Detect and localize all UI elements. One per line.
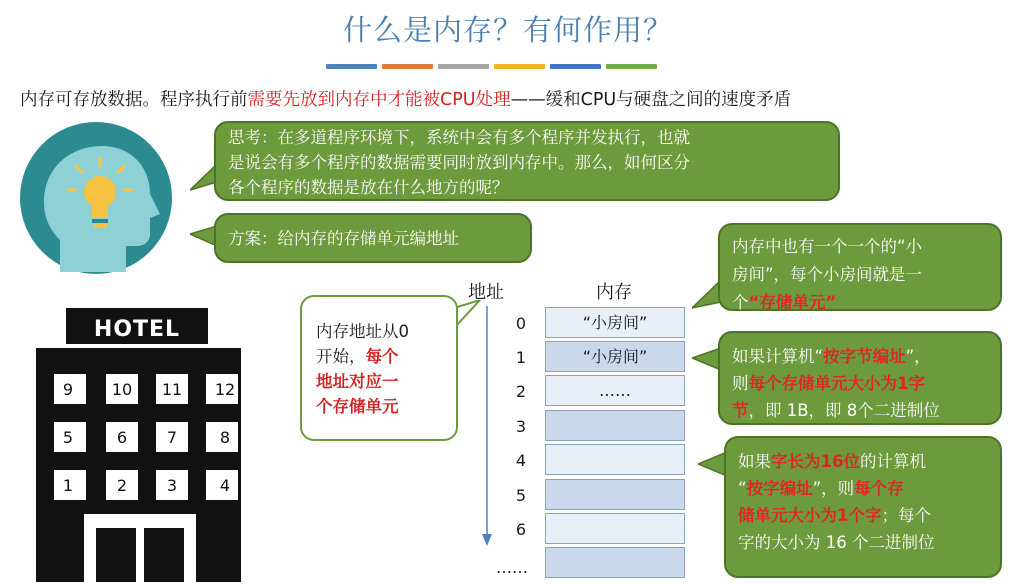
word-addressing-bubble [724,436,1002,578]
intro-text [20,86,791,111]
memory-cell-2: …… [545,375,685,406]
word-line-3c: ；每个 [881,506,931,525]
small-room-line-1: 内存中也有一个一个的“小 [732,237,923,256]
small-room-bubble [718,223,1002,311]
byte-line-3a: 节 [732,401,749,420]
address-more: …… [496,558,528,577]
small-room-line-3b: “存储单元” [748,293,837,312]
title-bar-5 [550,64,601,69]
addr-line-2a: 开始， [316,347,366,366]
word-line-2c: ”，则 [812,479,855,498]
room-2: 2 [116,476,128,495]
byte-addressing-bubble [718,331,1002,425]
address-bubble [300,295,458,441]
byte-line-1 [732,343,988,370]
small-room-line-2: 房间”，每个小房间就是一 [732,265,923,284]
title-bar-2 [382,64,433,69]
hotel-building-icon [30,300,270,582]
address-5: 5 [515,486,527,505]
address-1: 1 [515,348,527,367]
room-5: 5 [62,428,74,447]
word-line-3b: 1个字 [837,506,882,525]
byte-line-1b: 按字节编址 [823,347,906,366]
title-bar-3 [438,64,489,69]
addr-line-2b: 每个 [365,347,399,366]
small-room-line-3a: 个 [732,293,749,312]
room-10: 10 [111,380,133,399]
title-bar-1 [326,64,377,69]
byte-line-2a: 则 [732,374,749,393]
addr-line-2 [316,344,442,369]
memory-label: 内存 [596,282,632,303]
address-3: 3 [515,417,527,436]
word-line-3 [738,502,988,529]
plan-bubble: 方案：给内存的存储单元编地址 [214,213,532,263]
word-line-2b: 按字编址 [746,479,813,498]
byte-line-1a: 如果计算机“ [732,347,824,366]
thinking-head-icon [20,122,172,274]
intro-part-2-highlight: 需要先放到内存中才能被CPU处理 [247,90,511,110]
address-6: 6 [515,520,527,539]
word-line-1b: 字长为16位 [771,452,860,471]
addr-line-3: 地址对应一 [316,372,399,391]
word-line-2 [738,475,988,502]
page-title: 什么是内存？有何作用？ [342,13,673,47]
memory-cell-5 [545,479,685,510]
room-8: 8 [219,428,231,447]
address-arrow [480,306,494,548]
word-line-2d: 每个存 [854,479,904,498]
think-bubble [214,121,840,201]
think-line-3: 各个程序的数据是放在什么地方的呢？ [228,178,509,197]
room-7: 7 [166,428,178,447]
title-bar-4 [494,64,545,69]
memory-cell-0: “小房间” [545,307,685,338]
room-9: 9 [62,380,74,399]
memory-cell-6 [545,513,685,544]
room-12: 12 [214,380,236,399]
room-3: 3 [166,476,178,495]
intro-part-3: ——缓和CPU与硬盘之间的速度矛盾 [510,90,792,110]
title-bar-6 [606,64,657,69]
addr-line-1: 内存地址从0 [316,322,409,341]
title-color-bars [326,64,657,69]
think-line-1: 思考：在多道程序环境下，系统中会有多个程序并发执行，也就 [228,128,690,147]
room-1: 1 [62,476,74,495]
word-line-3a: 储单元大小为 [738,506,837,525]
small-room-line-3 [732,289,988,317]
room-11: 11 [161,380,183,399]
word-line-1a: 如果 [738,452,771,471]
word-line-4: 字的大小为 16 个二进制位 [738,533,935,552]
byte-line-2b: 每个存储单元大小为 [748,374,897,393]
intro-part-1: 内存可存放数据。程序执行前 [20,90,248,110]
address-2: 2 [515,382,527,401]
address-label: 地址 [468,282,504,303]
head-lightbulb-icon [20,122,172,274]
word-line-2a: “ [738,479,747,498]
word-line-1 [738,448,988,475]
byte-line-3 [732,397,988,424]
room-6: 6 [116,428,128,447]
think-line-2: 是说会有多个程序的数据需要同时放到内存中。那么，如何区分 [228,153,690,172]
word-line-1c: 的计算机 [859,452,926,471]
memory-cell-1: “小房间” [545,341,685,372]
memory-cell-3 [545,410,685,441]
address-4: 4 [515,451,527,470]
addr-line-4: 个存储单元 [316,397,399,416]
hotel-sign-text: HOTEL [93,317,181,342]
address-0: 0 [515,314,527,333]
byte-line-2 [732,370,988,397]
byte-line-1c: ”， [905,347,931,366]
memory-cell-4 [545,444,685,475]
room-4: 4 [219,476,231,495]
memory-cell-7 [545,547,685,578]
byte-line-3b: ，即 1B，即 8个二进制位 [748,401,940,420]
byte-line-2c: 1字 [897,374,925,393]
